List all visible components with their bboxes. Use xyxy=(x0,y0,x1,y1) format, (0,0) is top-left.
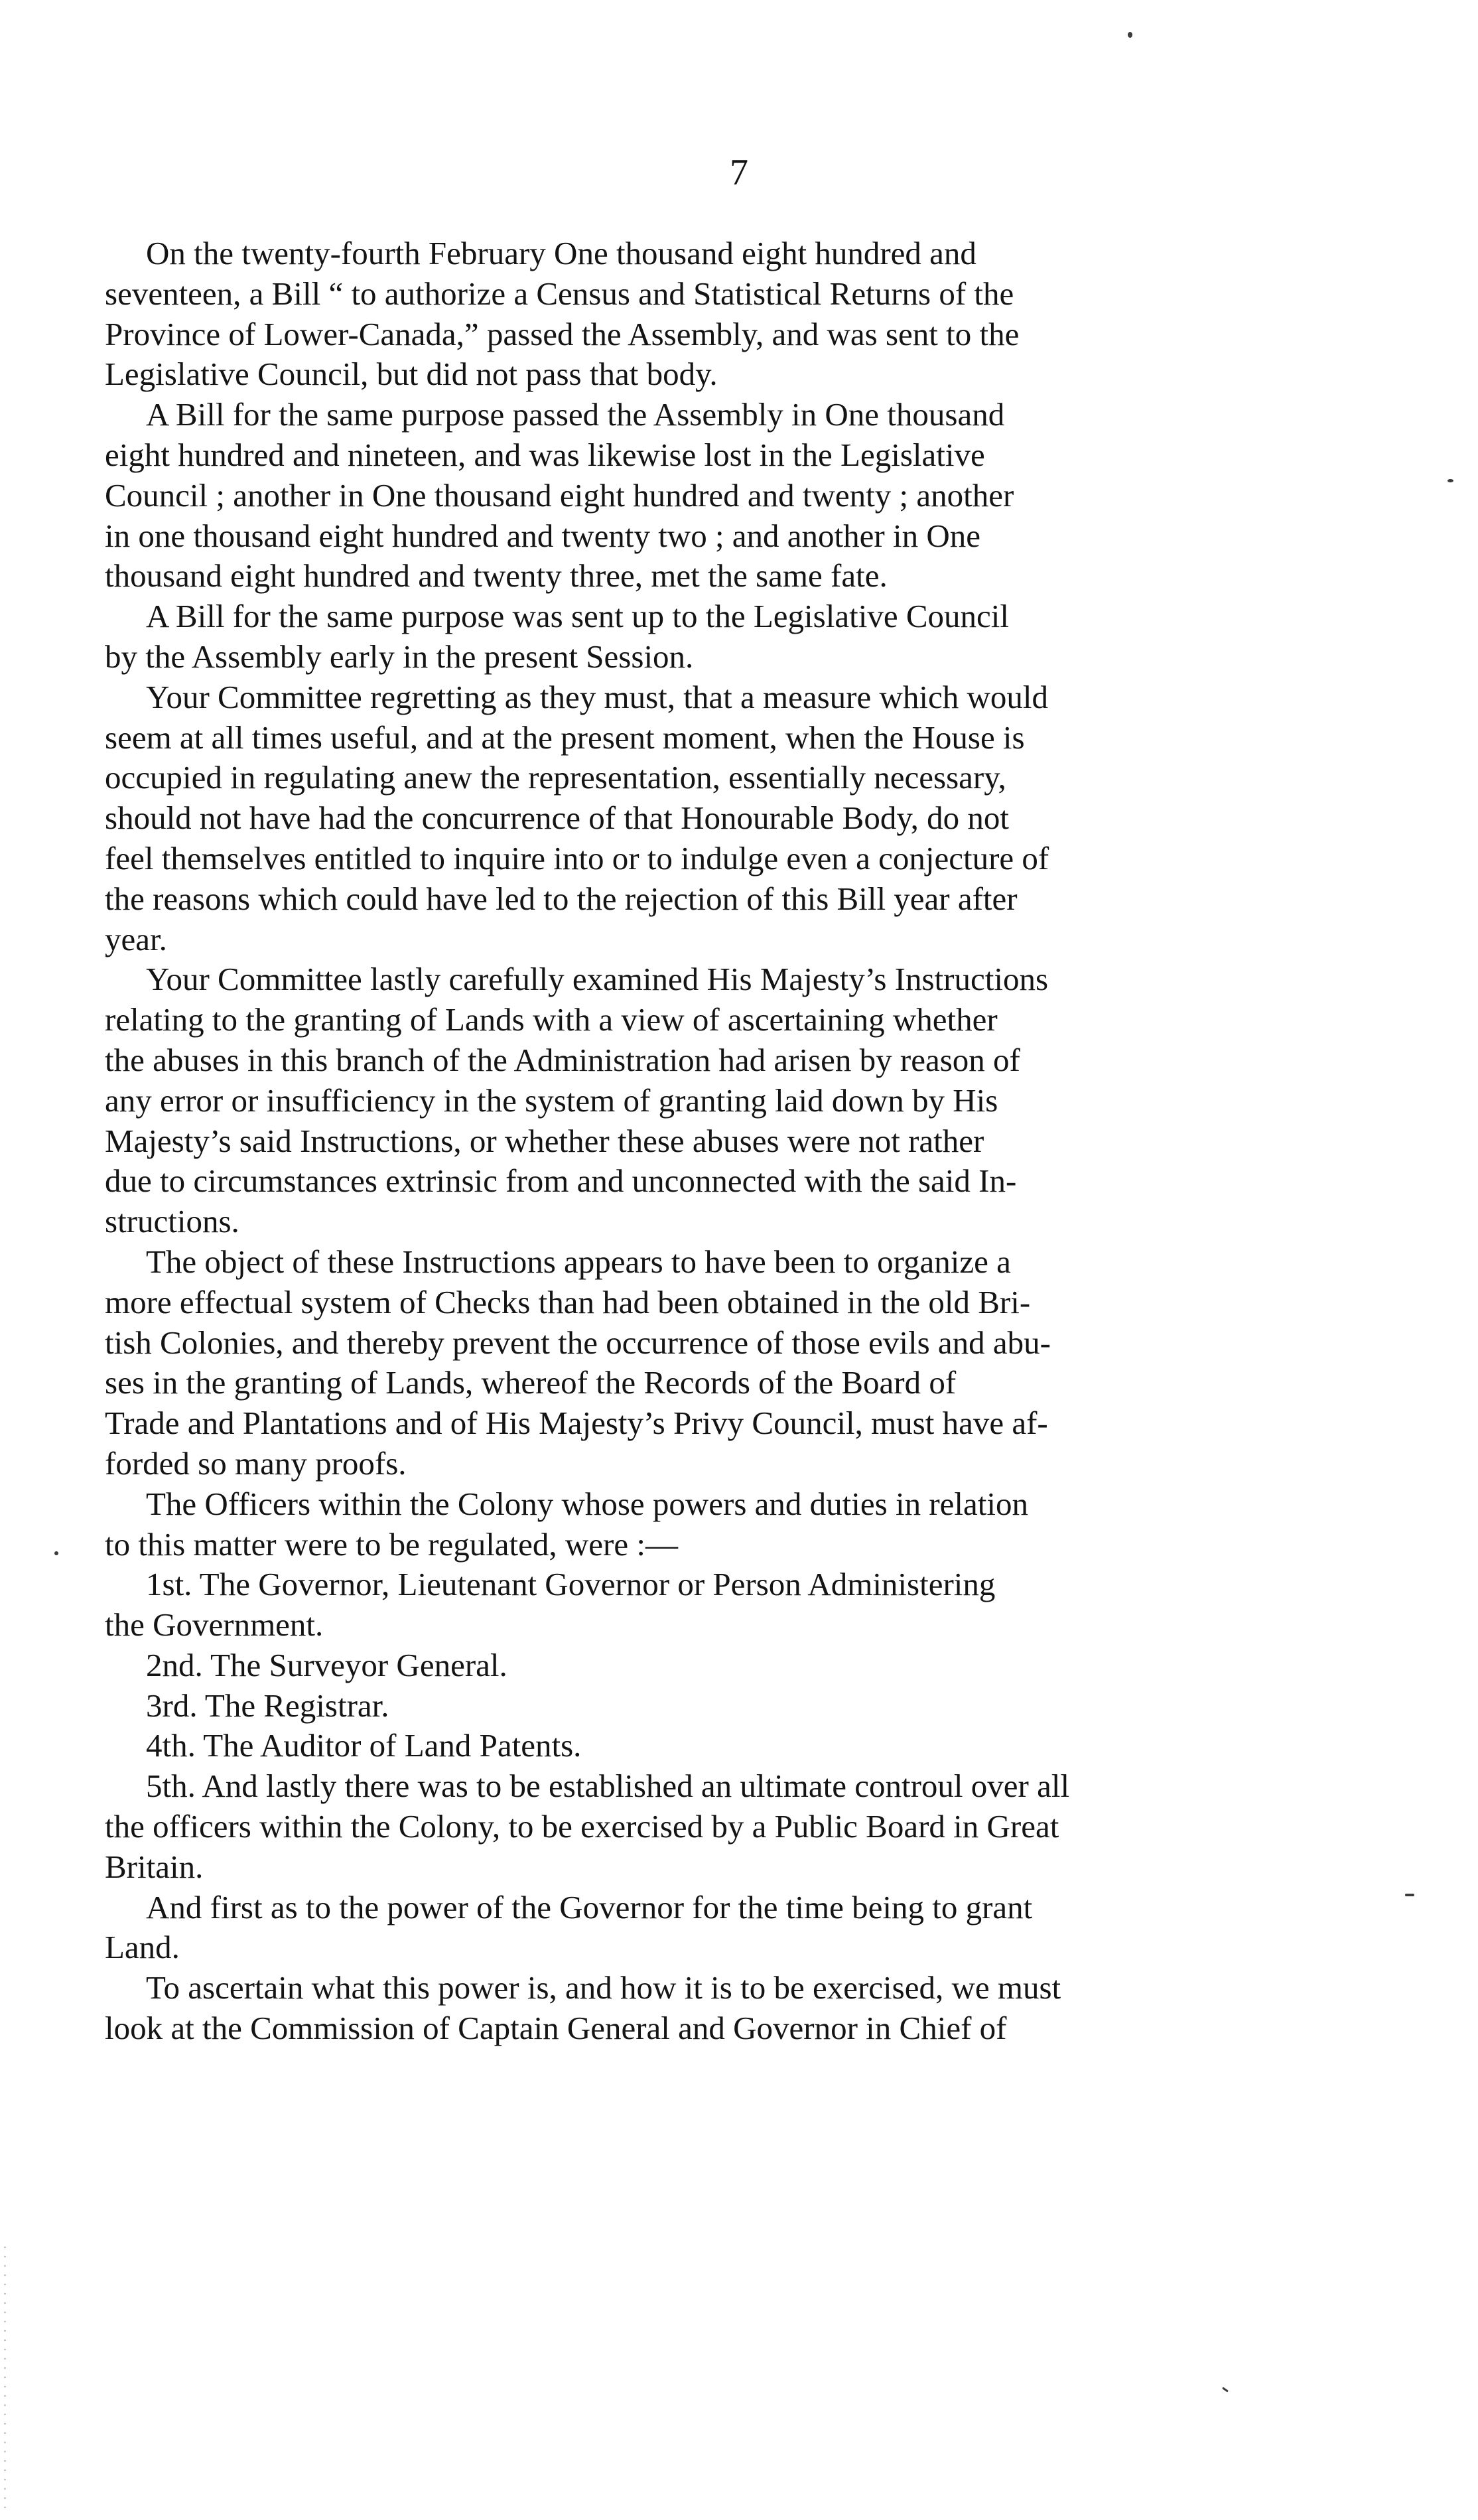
text-line: A Bill for the same purpose was sent up to the Legislative Council xyxy=(146,598,1009,635)
list-item-public-board xyxy=(105,1766,1345,1887)
text-line: Your Committee regretting as they must, that a measure which would xyxy=(146,678,1048,715)
text-line: tish Colonies, and thereby prevent the occurrence of those evils and abu- xyxy=(105,1324,1051,1361)
text-line: thousand eight hundred and twenty three, met the same fate. xyxy=(105,557,888,595)
list-item-surveyor-general xyxy=(105,1645,1345,1686)
text-line: seem at all times useful, and at the present moment, when the House is xyxy=(105,719,1025,756)
scan-speck xyxy=(1128,32,1132,38)
scan-speck xyxy=(1447,479,1453,482)
scan-speck xyxy=(54,1551,58,1555)
list-item-registrar xyxy=(105,1686,1345,1726)
text-line: ses in the granting of Lands, whereof the Records of the Board of xyxy=(105,1364,957,1401)
paragraph-commission xyxy=(105,1968,1345,2049)
text-line: due to circumstances extrinsic from and unconnected with the said In- xyxy=(105,1162,1017,1200)
page-number: 7 xyxy=(730,152,748,193)
text-line: relating to the granting of Lands with a view of ascertaining whether xyxy=(105,1001,998,1038)
paragraph-governor-power xyxy=(105,1888,1345,1969)
text-line: by the Assembly early in the present Session. xyxy=(105,638,694,675)
text-line: A Bill for the same purpose passed the Assembly in One thousand xyxy=(146,396,1005,433)
text-line: Majesty’s said Instructions, or whether these abuses were not rather xyxy=(105,1122,984,1159)
text-line: Province of Lower-Canada,” passed the Assembly, and was sent to the xyxy=(105,315,1020,352)
scan-speck xyxy=(1222,2387,1229,2392)
body-text xyxy=(105,234,1345,2049)
scan-speck xyxy=(1405,1894,1414,1896)
text-line: On the twenty-fourth February One thousand eight hundred and xyxy=(146,235,976,271)
text-line: 5th. And lastly there was to be established an ultimate controul over all xyxy=(146,1768,1070,1805)
paragraph-census-bill-1817 xyxy=(105,234,1345,395)
text-line: feel themselves entitled to inquire into or to indulge even a conjecture of xyxy=(105,839,1049,876)
text-line: Britain. xyxy=(105,1848,204,1885)
text-line: 1st. The Governor, Lieutenant Governor or Person Administering xyxy=(146,1566,996,1603)
text-line: occupied in regulating anew the representation, essentially necessary, xyxy=(105,759,1006,796)
text-line: any error or insufficiency in the system of granting laid down by His xyxy=(105,1082,998,1119)
paragraph-committee-regret xyxy=(105,677,1345,960)
text-line: Legislative Council, but did not pass that body. xyxy=(105,356,718,393)
list-item-governor xyxy=(105,1565,1345,1645)
paragraph-present-session xyxy=(105,596,1345,677)
paragraph-object-of-instructions xyxy=(105,1242,1345,1484)
text-line: 3rd. The Registrar. xyxy=(146,1687,389,1724)
text-line: the abuses in this branch of the Administration had arisen by reason of xyxy=(105,1041,1020,1078)
text-line: Land. xyxy=(105,1929,180,1966)
text-line: 2nd. The Surveyor General. xyxy=(146,1646,507,1683)
text-line: more effectual system of Checks than had been obtained in the old Bri- xyxy=(105,1283,1031,1320)
text-line: the Government. xyxy=(105,1606,324,1644)
text-line: The object of these Instructions appears to have been to organize a xyxy=(146,1243,1011,1280)
text-line: eight hundred and nineteen, and was likewise lost in the Legislative xyxy=(105,436,985,473)
text-line: To ascertain what this power is, and how it is to be exercised, we must xyxy=(146,1969,1061,2006)
text-line: in one thousand eight hundred and twenty two ; and another in One xyxy=(105,517,980,554)
text-line: year. xyxy=(105,920,167,957)
text-line: forded so many proofs. xyxy=(105,1444,407,1482)
paragraph-later-bills xyxy=(105,395,1345,596)
text-line: And first as to the power of the Governor for the time being to grant xyxy=(146,1888,1033,1925)
scan-edge-artifact xyxy=(4,2243,6,2508)
paragraph-officers xyxy=(105,1484,1345,1565)
text-line: should not have had the concurrence of that Honourable Body, do not xyxy=(105,800,1010,837)
text-line: the reasons which could have led to the rejection of this Bill year after xyxy=(105,880,1018,917)
text-line: The Officers within the Colony whose powers and duties in relation xyxy=(146,1485,1028,1522)
text-line: the officers within the Colony, to be exercised by a Public Board in Great xyxy=(105,1808,1059,1845)
text-line: Council ; another in One thousand eight hundred and twenty ; another xyxy=(105,476,1014,514)
text-line: to this matter were to be regulated, were :— xyxy=(105,1525,678,1563)
text-line: Trade and Plantations and of His Majesty’s Privy Council, must have af- xyxy=(105,1405,1048,1442)
text-line: seventeen, a Bill “ to authorize a Census and Statistical Returns of the xyxy=(105,275,1014,312)
text-line: 4th. The Auditor of Land Patents. xyxy=(146,1727,582,1764)
paragraph-instructions-examined xyxy=(105,959,1345,1242)
text-line: look at the Commission of Captain General and Governor in Chief of xyxy=(105,2010,1007,2047)
list-item-auditor xyxy=(105,1726,1345,1766)
text-line: Your Committee lastly carefully examined His Majesty’s Instructions xyxy=(146,961,1049,998)
text-line: structions. xyxy=(105,1203,239,1240)
